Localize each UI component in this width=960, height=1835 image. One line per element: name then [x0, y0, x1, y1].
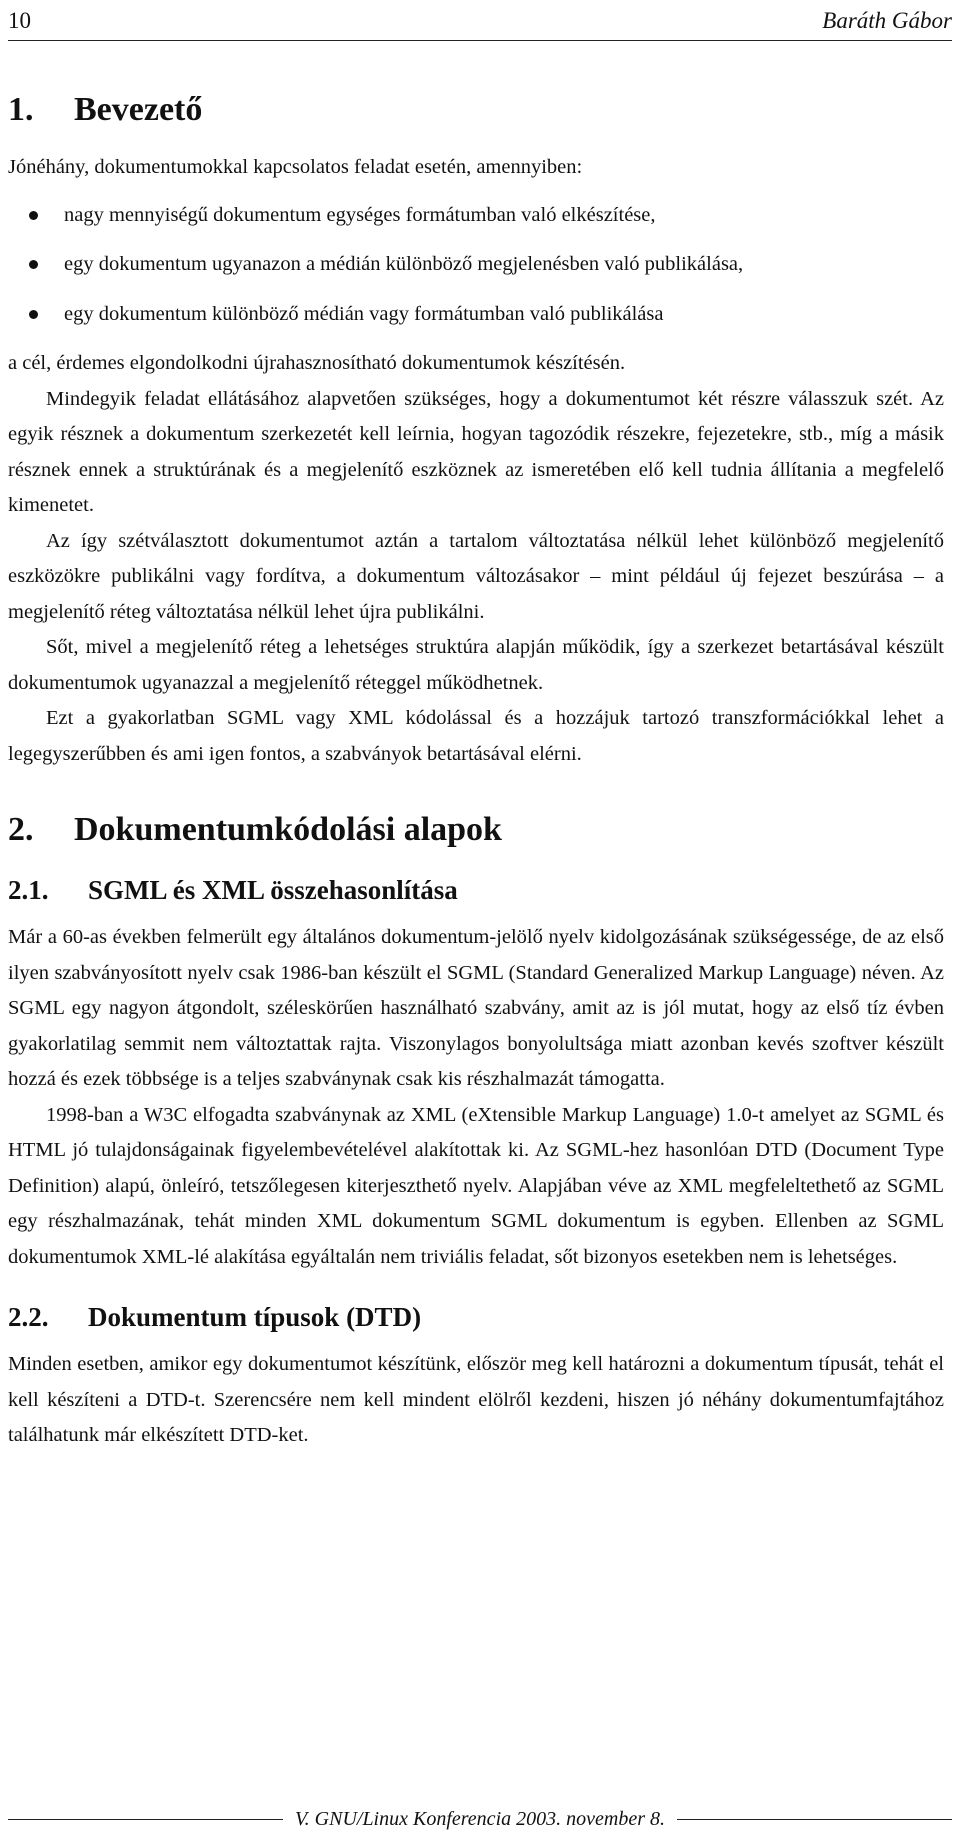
section-1-paragraph: Sőt, mivel a megjelenítő réteg a lehetséges struktúra alapján működik, így a szerkezet betartásával készült dokumentumok ugyanazzal a megjelenítő réteggel működhetnek.: [8, 636, 944, 694]
section-1-paragraph: a cél, érdemes elgondolkodni újrahasznosítható dokumentumok készítésén.: [8, 352, 626, 374]
section-2-1-heading: [8, 870, 944, 910]
spacer: [8, 1275, 944, 1297]
section-2-1-number: 2.1.: [8, 875, 49, 905]
section-1-paragraph: Ezt a gyakorlatban SGML vagy XML kódolással és a hozzájuk tartozó transzformációkkal lehet a legegyszerűbben és ami igen fontos, a szabványok betartásával elérni.: [8, 707, 944, 765]
bullet-item: [8, 247, 944, 283]
section-2-1-paragraph: Már a 60-as években felmerült egy általános dokumentum-jelölő nyelv kidolgozásának szükségessége, de az első ilyen szabványosított nyelv csak 1986-ban készült el SGML (Standard Generalized Markup Language) néven. Az SGML egy nagyon átgondolt, széleskörűen használható szabvány, amit az is jól mutat, hogy az első tíz évben gyakorlatilag semmit nem változtattak rajta. Viszonylagos bonyolultsága miatt azonban kevés szoftver készült hozzá és ezek többsége is a teljes szabványnak csak kis részhalmazát támogatta.: [8, 926, 944, 1090]
section-2-2-paragraph: Minden esetben, amikor egy dokumentumot készítünk, először meg kell határozni a dokumentum típusát, tehát el kell készíteni a DTD-t. Szerencsére nem kell mindent elölről kezdeni, hiszen jó néhány dokumentumfajtához találhatunk már elkészített DTD-ket.: [8, 1353, 944, 1446]
spacer: [8, 910, 944, 920]
section-2-heading: [8, 808, 944, 852]
running-header: [8, 4, 952, 38]
section-1-paragraph: Mindegyik feladat ellátásához alapvetően szükséges, hogy a dokumentumot két részre válasszuk szét. Az egyik résznek a dokumentum szerkezetét kell leírnia, hogyan tagozódik részekre, fejezetekre, stb., míg a másik résznek ennek a struktúrának és a megjelenítő eszköznek az ismeretében elő kell tudnia állítania a megfelelő kimenetet.: [8, 387, 944, 516]
section-2-2-heading: [8, 1297, 944, 1337]
footer-text: V. GNU/Linux Konferencia 2003. november 8.: [295, 1808, 665, 1830]
spacer: [8, 1337, 944, 1347]
section-1-intro: Jónéhány, dokumentumokkal kapcsolatos feladat esetén, amennyiben:: [8, 156, 583, 178]
section-1-paragraph: Az így szétválasztott dokumentumot aztán a tartalom változtatása nélkül lehet különböző megjelenítő eszközökre publikálni vagy fordítva, a dokumentum változásakor – mint például új fejezet beszúrása – a megjelenítő réteg változtatása nélkül lehet újra publikálni.: [8, 529, 944, 623]
bullet-item: [8, 198, 944, 234]
header-rule: [8, 40, 952, 41]
bullet-text: nagy mennyiségű dokumentum egységes formátumban való elkészítése,: [64, 203, 656, 226]
page-content: [8, 88, 944, 1454]
footer-rule-left: [8, 1819, 283, 1820]
header-author: Baráth Gábor: [822, 8, 952, 33]
section-2-2-number: 2.2.: [8, 1302, 49, 1332]
section-2-title: Dokumentumkódolási alapok: [74, 811, 502, 848]
section-1-number: 1.: [8, 91, 34, 128]
section-1-title: Bevezető: [74, 91, 203, 128]
bullet-item: [8, 297, 944, 333]
section-2-1-paragraph: 1998-ban a W3C elfogadta szabványnak az XML (eXtensible Markup Language) 1.0-t amelyet az SGML és HTML jó tulajdonságainak figyelembevételével alakítottak ki. Az SGML-hez hasonlóan DTD (Document Type Definition) alapú, önleíró, tetszőlegesen kiterjeszthető nyelv. Alapjában véve az XML megfeleltethető az SGML egy részhalmazának, tehát minden XML dokumentum SGML dokumentum is egyben. Ellenben az SGML dokumentumok XML-lé alakítása egyáltalán nem triviális feladat, sőt bizonyos esetekben nem is lehetséges.: [8, 1103, 944, 1268]
section-2-1-title: SGML és XML összehasonlítása: [88, 875, 458, 905]
bullet-list: [8, 198, 944, 333]
bullet-dot-icon: [29, 310, 38, 319]
spacer: [8, 772, 944, 808]
bullet-text: egy dokumentum ugyanazon a médián különböző megjelenésben való publikálása,: [64, 253, 744, 275]
section-2-2-title: Dokumentum típusok (DTD): [88, 1302, 422, 1332]
footer-rule-right: [677, 1819, 952, 1820]
bullet-dot-icon: [29, 260, 38, 269]
section-2-number: 2.: [8, 811, 34, 848]
running-footer: [8, 1808, 952, 1831]
page-number: 10: [8, 8, 31, 33]
bullet-text: egy dokumentum különböző médián vagy formátumban való publikálása: [64, 302, 664, 325]
bullet-dot-icon: [29, 211, 38, 220]
section-1-heading: [8, 88, 944, 132]
